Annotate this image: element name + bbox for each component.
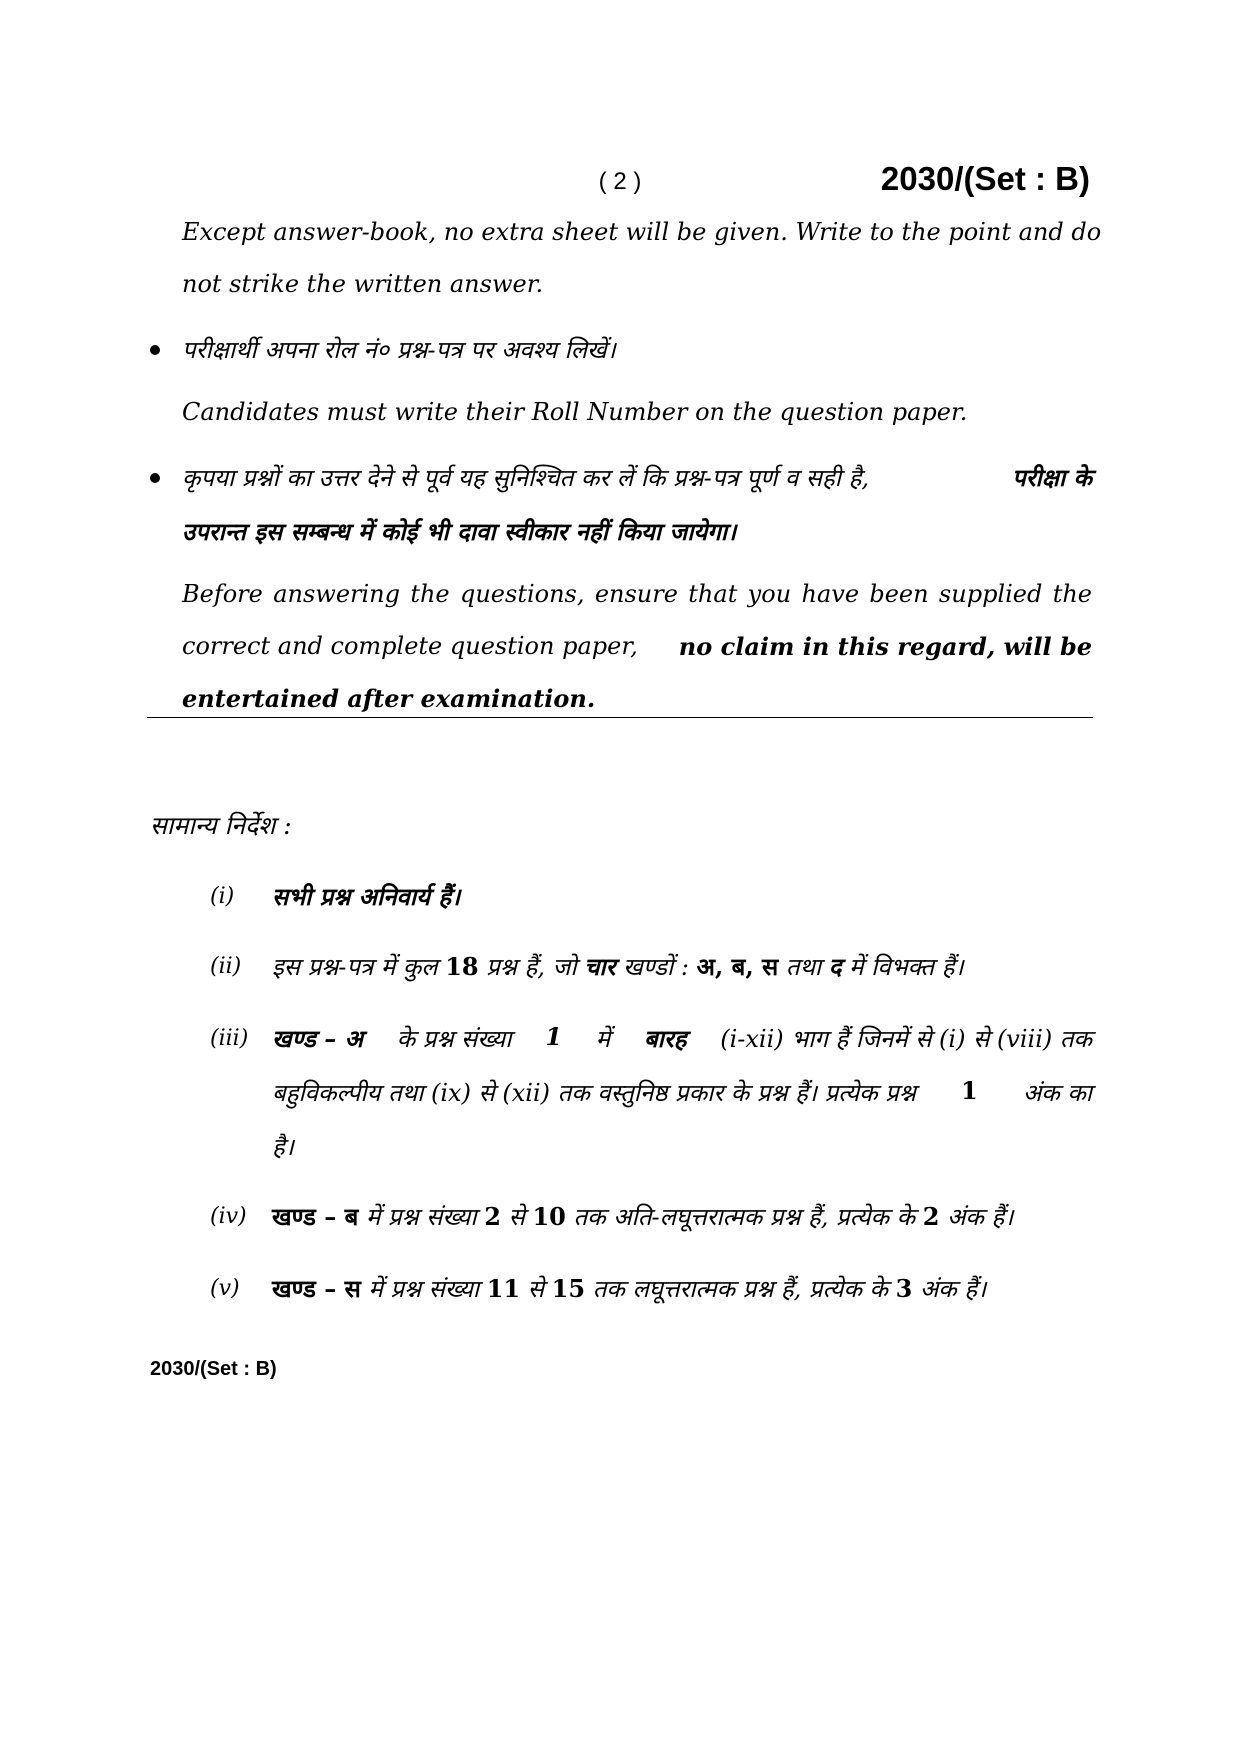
instruction-verify-paper-en-text: correct and complete question paper, xyxy=(182,632,638,660)
item-text: से xyxy=(527,1275,545,1303)
instruction-roll-number-hi: परीक्षार्थी अपना रोल नं० प्रश्न-पत्र पर अवश्य लिखें। xyxy=(182,336,616,364)
item-bold: 1 xyxy=(545,1022,562,1051)
item-bold: 2 xyxy=(922,1202,940,1231)
item-text: प्रश्न हैं, जो xyxy=(486,953,577,981)
item-text: अंक का xyxy=(1022,1079,1092,1107)
item-number: (iv) xyxy=(210,1204,247,1229)
instruction-verify-paper-hi-bold: परीक्षा के xyxy=(1012,463,1092,492)
instruction-verify-paper-en-bold: no claim in this regard, will be xyxy=(678,632,1092,661)
item-text: से xyxy=(508,1203,525,1231)
item-text: तक लघूत्तरात्मक प्रश्न हैं, प्रत्येक के xyxy=(592,1275,888,1303)
item-bold: 3 xyxy=(895,1274,913,1303)
item-number: (v) xyxy=(210,1276,240,1301)
instruction-extra-sheet-en-line1: Except answer-book, no extra sheet will be given. Write to the point and do xyxy=(182,218,1102,246)
item-bold: 11 xyxy=(486,1274,521,1303)
instruction-verify-paper-en-line3: entertained after examination. xyxy=(182,684,596,713)
item-bold: 1 xyxy=(961,1076,978,1105)
item-bold: 18 xyxy=(445,952,479,981)
instruction-extra-sheet-en-line2: not strike the written answer. xyxy=(182,270,544,298)
item-bold: 10 xyxy=(532,1202,566,1231)
general-instruction-item-line2 xyxy=(272,1076,1092,1109)
item-bold: 15 xyxy=(551,1274,586,1303)
item-text: बहुविकल्पीय तथा (ix) से (xii) तक वस्तुनिष्ठ प्रकार के प्रश्न हैं। प्रत्येक प्रश्न xyxy=(272,1079,916,1107)
item-text: के प्रश्न संख्या xyxy=(396,1025,512,1053)
instruction-verify-paper-hi-line1 xyxy=(182,461,1092,494)
item-text: में प्रश्न संख्या xyxy=(365,1203,477,1231)
instruction-roll-number-en: Candidates must write their Roll Number on the question paper. xyxy=(182,398,968,426)
general-instruction-item: सभी प्रश्न अनिवार्य हैं। xyxy=(272,882,461,911)
instruction-verify-paper-en-line1: Before answering the questions, ensure that you have been supplied the xyxy=(182,580,1092,608)
general-instruction-item xyxy=(272,1200,1013,1233)
bullet-icon xyxy=(150,345,160,355)
item-text: में विभक्त हैं। xyxy=(849,953,964,981)
general-instruction-item xyxy=(272,1272,986,1305)
item-text: (i-xii) भाग हैं जिनमें से (i) से (viii) तक xyxy=(720,1025,1092,1053)
item-number: (iii) xyxy=(210,1026,249,1051)
item-number: (i) xyxy=(210,884,235,909)
item-number: (ii) xyxy=(210,954,242,979)
item-bold: अ, ब, स xyxy=(696,952,779,981)
bullet-icon xyxy=(150,473,160,483)
section-divider xyxy=(147,717,1093,718)
general-instruction-item xyxy=(272,1022,1092,1055)
general-instruction-item-line3: है। xyxy=(272,1133,294,1161)
instruction-verify-paper-en-line2 xyxy=(182,632,1092,661)
item-bold: खण्ड – ब xyxy=(272,1202,359,1231)
item-text: अंक हैं। xyxy=(947,1203,1014,1231)
item-text: में xyxy=(595,1025,611,1053)
paper-code-footer: 2030/(Set : B) xyxy=(150,1358,277,1380)
paper-code-header: 2030/(Set : B) xyxy=(880,160,1090,197)
item-bold: खण्ड – स xyxy=(272,1274,361,1303)
item-text: खण्डों : xyxy=(623,953,689,981)
item-text: में प्रश्न संख्या xyxy=(368,1275,480,1303)
instruction-verify-paper-hi-line2: उपरान्त इस सम्बन्ध में कोई भी दावा स्वीकार नहीं किया जायेगा। xyxy=(182,517,737,546)
item-bold: 2 xyxy=(484,1202,501,1231)
item-text: अंक हैं। xyxy=(919,1275,987,1303)
item-bold: खण्ड – अ xyxy=(272,1024,363,1053)
general-instructions-title: सामान्य निर्देश : xyxy=(150,811,292,840)
item-text: तथा xyxy=(785,953,822,981)
general-instruction-item xyxy=(272,950,964,983)
page-number: ( 2 ) xyxy=(598,168,642,195)
item-bold: द xyxy=(828,952,842,981)
item-bold: चार xyxy=(584,952,616,981)
item-text: इस प्रश्न-पत्र में कुल xyxy=(272,953,438,981)
item-text: तक अति-लघूत्तरात्मक प्रश्न हैं, प्रत्येक के xyxy=(573,1203,916,1231)
item-bold: बारह xyxy=(643,1024,687,1053)
instruction-verify-paper-hi-text: कृपया प्रश्नों का उत्तर देने से पूर्व यह सुनिश्चित कर लें कि प्रश्न-पत्र पूर्ण व सही है, xyxy=(182,464,869,492)
